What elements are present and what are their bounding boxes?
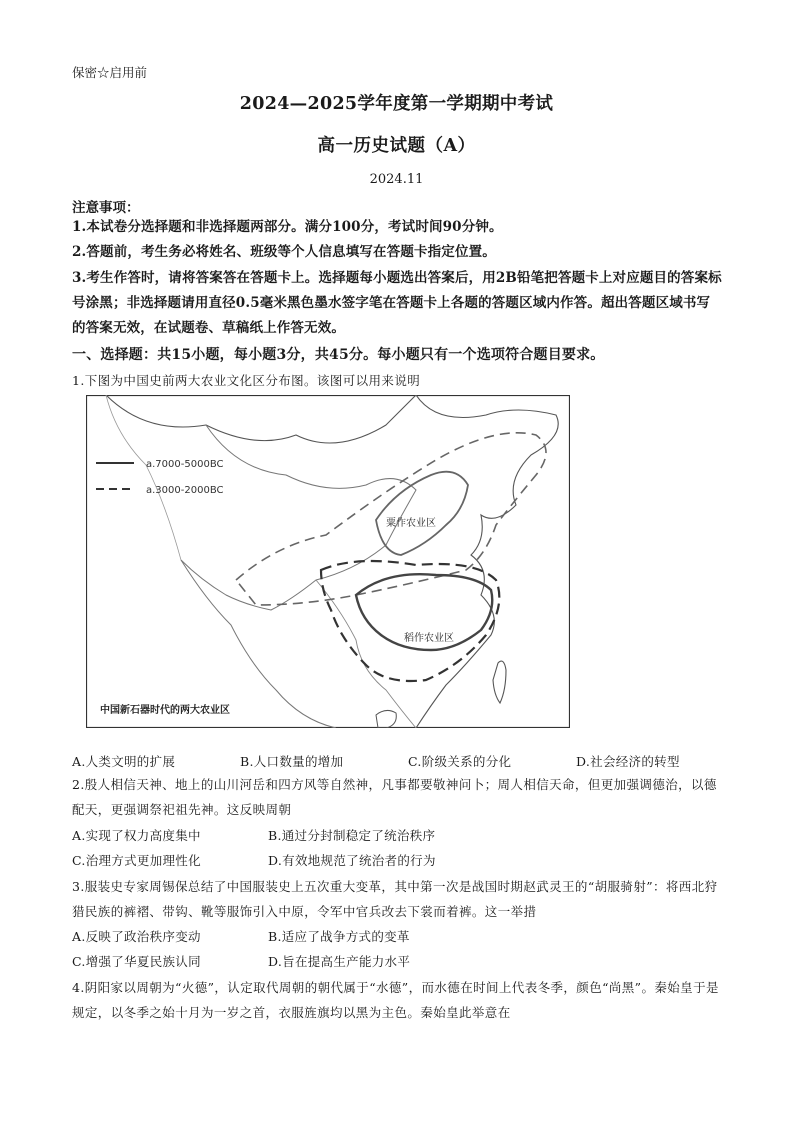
option-d: D.旨在提高生产能力水平: [268, 954, 411, 969]
question-stem: 1.下图为中国史前两大农业文化区分布图。该图可以用来说明: [72, 373, 421, 388]
exam-date: 2024.11: [369, 172, 424, 187]
option-d: D.社会经济的转型: [576, 754, 680, 769]
option-b: B.通过分封制稳定了统治秩序: [268, 828, 436, 843]
exam-subtitle: 高一历史试题（A）: [317, 136, 476, 156]
option-c: C.阶级关系的分化: [408, 754, 512, 769]
option-b: B.人口数量的增加: [240, 754, 344, 769]
option-c: C.增强了华夏民族认同: [72, 954, 201, 969]
legend-label-late: a.3000-2000BC: [146, 485, 224, 496]
notice-item: 3.考生作答时，请将答案答在答题卡上。选择题每小题选出答案后，用2B铅笔把答题卡上对应题目的答案标号涂黑；非选择题请用直径0.5毫米黑色墨水签字笔在答题卡上各题的答题区域内作答。超出答题区域书写的答案无效，在试题卷、草稿纸上作答无效。: [72, 270, 722, 336]
option-a: A.人类文明的扩展: [72, 754, 176, 769]
region-label-millet: 粟作农业区: [386, 518, 436, 529]
agriculture-map: [86, 395, 570, 728]
question-stem: 2.殷人相信天神、地上的山川河岳和四方风等自然神，凡事都要敬神问卜；周人相信天命，但更加强调德治，以德配天，更强调祭祀祖先神。这反映周朝: [72, 777, 717, 817]
notice-item: 1.本试卷分选择题和非选择题两部分。满分100分，考试时间90分钟。: [72, 219, 503, 235]
legend-label-early: a.7000-5000BC: [146, 459, 224, 470]
notice-heading: 注意事项：: [72, 200, 140, 216]
section-heading: 一、选择题：共15小题，每小题3分，共45分。每小题只有一个选项符合题目要求。: [72, 347, 605, 363]
region-label-rice: 稻作农业区: [404, 633, 454, 644]
question-stem: 3.服装史专家周锡保总结了中国服装史上五次重大变革，其中第一次是战国时期赵武灵王的“胡服骑射”：将西北狩猎民族的裤褶、带钩、靴等服饰引入中原，令军中官兵改去下裳而着裤。这一举措: [72, 879, 718, 919]
confidential-label: 保密☆启用前: [72, 65, 148, 80]
exam-title: 2024—2025学年度第一学期期中考试: [239, 94, 554, 114]
option-a: A.实现了权力高度集中: [72, 828, 201, 843]
question-stem: 4.阴阳家以周朝为“火德”，认定取代周朝的朝代属于“水德”，而水德在时间上代表冬季，颜色“尚黑”。秦始皇于是规定，以冬季之始十月为一岁之首，衣服旌旗均以黑为主色。秦始皇此举意在: [72, 980, 719, 1020]
option-b: B.适应了战争方式的变革: [268, 929, 410, 944]
option-a: A.反映了政治秩序变动: [72, 929, 201, 944]
map-caption: 中国新石器时代的两大农业区: [100, 705, 230, 716]
notice-item: 2.答题前，考生务必将姓名、班级等个人信息填写在答题卡指定位置。: [72, 244, 496, 260]
option-c: C.治理方式更加理性化: [72, 853, 201, 868]
option-d: D.有效地规范了统治者的行为: [268, 853, 436, 868]
